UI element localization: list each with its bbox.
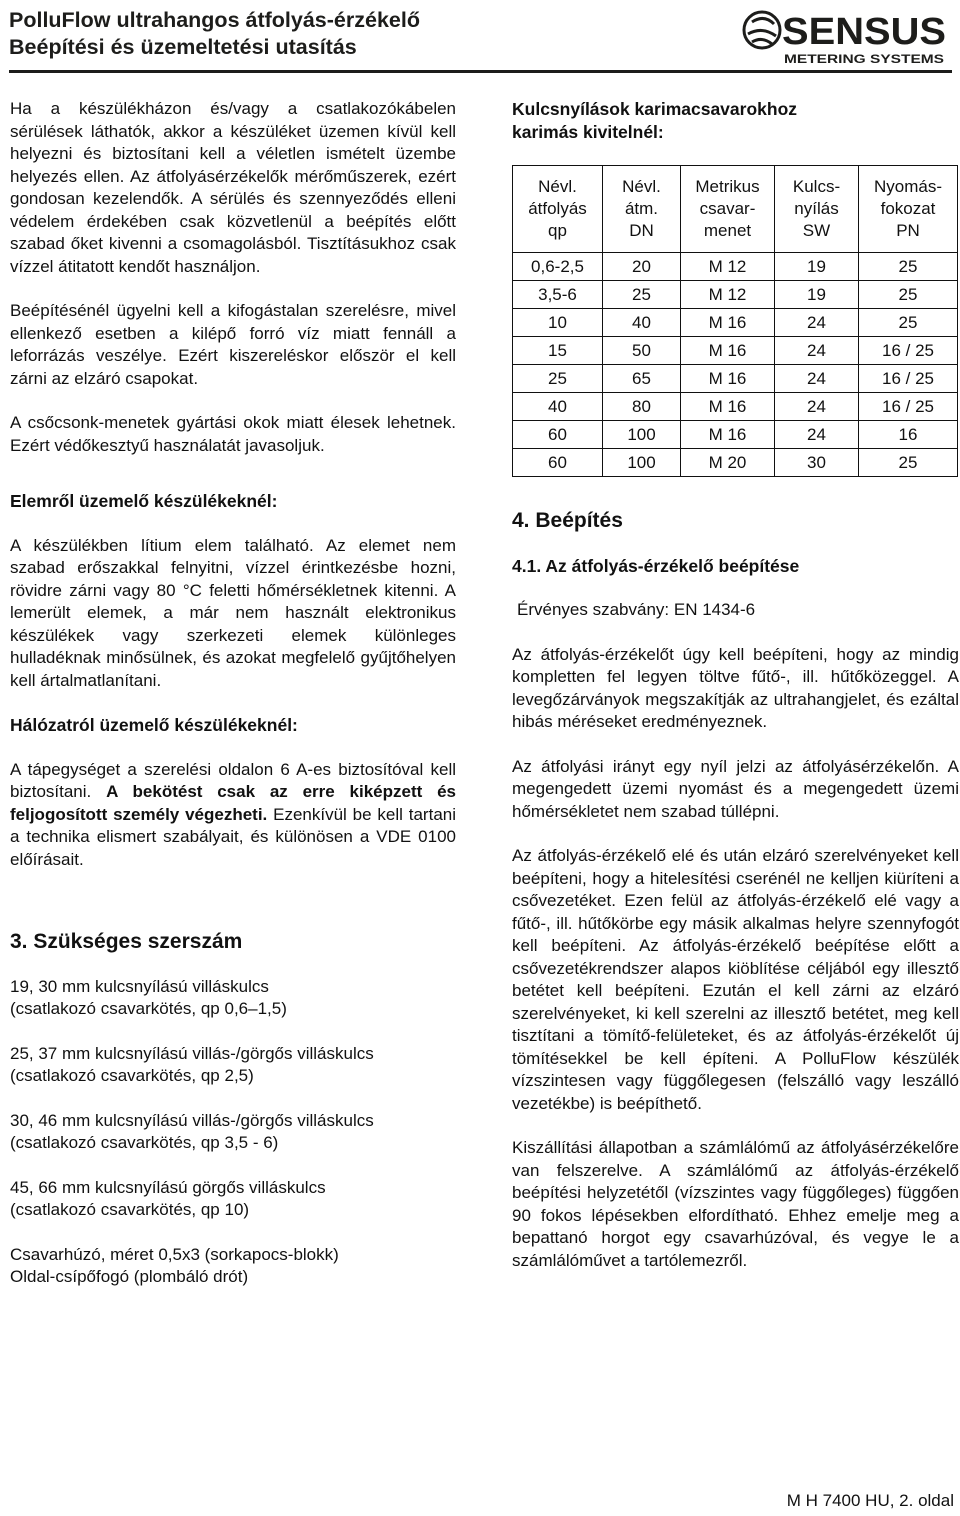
table-cell: 100 [603, 449, 681, 477]
table-cell: M 16 [681, 337, 775, 365]
table-cell: 25 [859, 449, 958, 477]
tool-line: (csatlakozó csavarkötés, qp 3,5 - 6) [10, 1133, 279, 1152]
document-subtitle: Beépítési és üzemeltetési utasítás [9, 35, 357, 59]
mains-text-part2: Ezenkívül be kell tartani a technika elismert szabályait, és különösen a VDE 0100 előírásait. [10, 804, 457, 869]
table-cell: 30 [775, 449, 859, 477]
table-row [513, 421, 958, 449]
tools-list [10, 976, 456, 1289]
flow-direction-paragraph: Az átfolyási irányt egy nyíl jelzi az átfolyásérzékelőn. A megengedett üzemi nyomást és a megengedett üzemi hőmérsékletet nem szabad túllépni. [512, 756, 959, 821]
table-cell: 80 [603, 393, 681, 421]
installation-warning-paragraph: Beépítésénél ügyelni kell a kifogástalan szerelésre, mivel ellenkező esetben a kilépő forró víz miatt fennáll a leforrázás veszélye. Ezért kiszereléskor először el kell zárni az elzáró csapokat. [10, 301, 456, 388]
table-cell: 24 [775, 393, 859, 421]
table-row [513, 309, 958, 337]
table-cell: 24 [775, 365, 859, 393]
table-cell: 60 [513, 421, 603, 449]
table-row [513, 449, 958, 477]
table-cell: M 16 [681, 393, 775, 421]
shutoff-valves-paragraph: Az átfolyás-érzékelő elé és után elzáró szerelvényeket kell beépíteni, hogy a hitelesítési cserénél ne kelljen kiüríteni a csővezetéket. Ezen felül az átfolyás-érzékelő elé vagy a fűtő-, ill. hűtőkörbe egy másik alkalmas helyre szennyfogót kell beépíteni. Az átfolyás-érzékelő beépítése előtt a csővezetékrendszer alapos kiöblítése céljából egy illesztő betétet kell beépíteni. Ezután el kell zárni az elzáró szerelvényeket, ki kell szerelni az illesztő betétet, meg kell tisztítani a tömítő-felületeket, és az átfolyás-érzékelőt új tömítésekkel be kell építeni. A PolluFlow készülék vízszintesen vagy függőlegesen (felszálló vagy leszálló vezetékbe) is beépíthető. [512, 846, 959, 1113]
table-cell: 0,6-2,5 [513, 253, 603, 281]
flange-table-wrapper [512, 165, 957, 477]
tool-item [10, 1110, 456, 1155]
damage-paragraph: Ha a készülékházon és/vagy a csatlakozókábelen sérülések láthatók, akkor a készüléket üzemen kívül kell helyezni és biztosítani kell a véletlen ismételt üzembe helyezés ellen. Az átfolyásérzékelők mérőműszerek, ezért gondosan kezelendők. A sérülés és szennyeződés elleni védelem érdekében csak közvetlenül a beépítés előtt szabad őket kivenni a csomagolásból. Tisztításukhoz csak vízzel átitatott kendőt használjon. [10, 99, 456, 276]
tool-item [10, 1177, 456, 1222]
tools-heading: 3. Szükséges szerszám [10, 930, 243, 953]
table-cell: 10 [513, 309, 603, 337]
logo-tagline: METERING SYSTEMS [784, 52, 944, 66]
table-cell: 40 [603, 309, 681, 337]
table-cell: 3,5-6 [513, 281, 603, 309]
table-cell: 16 / 25 [859, 337, 958, 365]
table-cell: M 16 [681, 421, 775, 449]
table-cell: 19 [775, 281, 859, 309]
page-footer: M H 7400 HU, 2. oldal [786, 1491, 954, 1510]
table-row [513, 365, 958, 393]
flange-bolt-table [512, 165, 958, 477]
table-row [513, 281, 958, 309]
table-cell: 16 [859, 421, 958, 449]
left-column [10, 98, 456, 1289]
mains-text-part1: A tápegységet a szerelési oldalon 6 A-es biztosítóval kell biztosítani. [10, 759, 456, 801]
table-cell: M 12 [681, 281, 775, 309]
table-cell: 100 [603, 421, 681, 449]
header-nominal-flow: Névl. átfolyás qp [513, 166, 603, 253]
sensus-logo [738, 6, 950, 68]
table-cell: 60 [513, 449, 603, 477]
tool-line: (csatlakozó csavarkötés, qp 10) [10, 1200, 250, 1219]
table-cell: 40 [513, 393, 603, 421]
document-title: PolluFlow ultrahangos átfolyás-érzékelő [9, 8, 420, 32]
table-header-row [513, 166, 958, 253]
table-cell: 16 / 25 [859, 365, 958, 393]
tool-line: Csavarhúzó, méret 0,5x3 (sorkapocs-blokk) [10, 1244, 339, 1264]
table-cell: 25 [859, 309, 958, 337]
table-cell: 50 [603, 337, 681, 365]
header-nominal-diameter: Névl. átm. DN [603, 166, 681, 253]
table-cell: M 16 [681, 309, 775, 337]
tool-line: 30, 46 mm kulcsnyílású villás-/görgős villáskulcs [10, 1110, 374, 1130]
battery-heading: Elemről üzemelő készülékeknél: [10, 491, 278, 511]
table-cell: 25 [859, 281, 958, 309]
table-cell: 25 [603, 281, 681, 309]
tool-line: 45, 66 mm kulcsnyílású görgős villáskulcs [10, 1177, 326, 1197]
tool-line: (csatlakozó csavarkötés, qp 0,6–1,5) [10, 999, 287, 1018]
header-wrench-size: Kulcs- nyílás SW [775, 166, 859, 253]
mains-text-bold: A bekötést csak az erre kiképzett és feljogosított személy végezheti. [10, 782, 456, 824]
tool-item [10, 1244, 456, 1289]
header-rule [9, 70, 952, 73]
tool-item [10, 976, 456, 1021]
table-cell: 19 [775, 253, 859, 281]
mains-paragraph [10, 759, 456, 872]
tool-line: 25, 37 mm kulcsnyílású villás-/görgős villáskulcs [10, 1043, 374, 1063]
tool-item [10, 1043, 456, 1088]
right-column [512, 98, 959, 1272]
table-cell: M 12 [681, 253, 775, 281]
table-cell: 25 [513, 365, 603, 393]
table-heading: Kulcsnyílások karimacsavarokhoz karimás kivitelnél: [512, 99, 798, 142]
table-row [513, 393, 958, 421]
table-cell: M 20 [681, 449, 775, 477]
table-cell: 16 / 25 [859, 393, 958, 421]
installation-subheading: 4.1. Az átfolyás-érzékelő beépítése [512, 555, 800, 576]
table-row [513, 253, 958, 281]
tool-line: Oldal-csípőfogó (plombáló drót) [10, 1267, 249, 1286]
table-cell: 20 [603, 253, 681, 281]
tool-line: 19, 30 mm kulcsnyílású villáskulcs [10, 976, 269, 996]
table-row [513, 337, 958, 365]
table-cell: 65 [603, 365, 681, 393]
tool-line: (csatlakozó csavarkötés, qp 2,5) [10, 1066, 254, 1085]
table-cell: 25 [859, 253, 958, 281]
standard-line: Érvényes szabvány: EN 1434-6 [517, 600, 756, 619]
mains-heading: Hálózatról üzemelő készülékeknél: [10, 715, 298, 735]
header-metric-thread: Metrikus csavar- menet [681, 166, 775, 253]
table-cell: 24 [775, 309, 859, 337]
counter-rotation-paragraph: Kiszállítási állapotban a számlálómű az átfolyásérzékelőre van felszerelve. A számlálómű az átfolyás-érzékelő beépítési helyzetétől (vízszintes vagy függőleges) függően 90 fokos lépésekben elfordítható. Ehhez emelje meg a bepattanó horgot egy csavarhúzóval, és vegye le a számlálóművet a tartólemezről. [512, 1138, 959, 1270]
header-pressure-rating: Nyomás- fokozat PN [859, 166, 958, 253]
table-cell: 15 [513, 337, 603, 365]
logo-text: SENSUS [782, 11, 946, 53]
table-cell: 24 [775, 337, 859, 365]
table-cell: M 16 [681, 365, 775, 393]
page-header [0, 0, 960, 76]
table-cell: 24 [775, 421, 859, 449]
fill-paragraph: Az átfolyás-érzékelőt úgy kell beépíteni, hogy az mindig kompletten fel legyen töltve fűtő-, ill. hűtőközeggel. A levegőzárványok megszakítják az ultrahangjelet, és ezáltal hibás méréseket eredményeznek. [512, 644, 959, 731]
installation-heading: 4. Beépítés [512, 509, 623, 532]
thread-warning-paragraph: A csőcsonk-menetek gyártási okok miatt élesek lehetnek. Ezért védőkesztyű használatát javasoljuk. [10, 413, 456, 455]
battery-paragraph: A készülékben lítium elem található. Az elemet nem szabad erőszakkal felnyitni, vízzel érintkezésbe hozni, rövidre zárni vagy 80 °C feletti hőmérsékletnek kitenni. A lemerült elemek, a már nem használt elektronikus készülékek vagy szerkezeti elemek különleges hulladéknak minősülnek, és azokat megfelelő gyűjtőhelyen kell ártalmatlanítani. [10, 535, 456, 690]
